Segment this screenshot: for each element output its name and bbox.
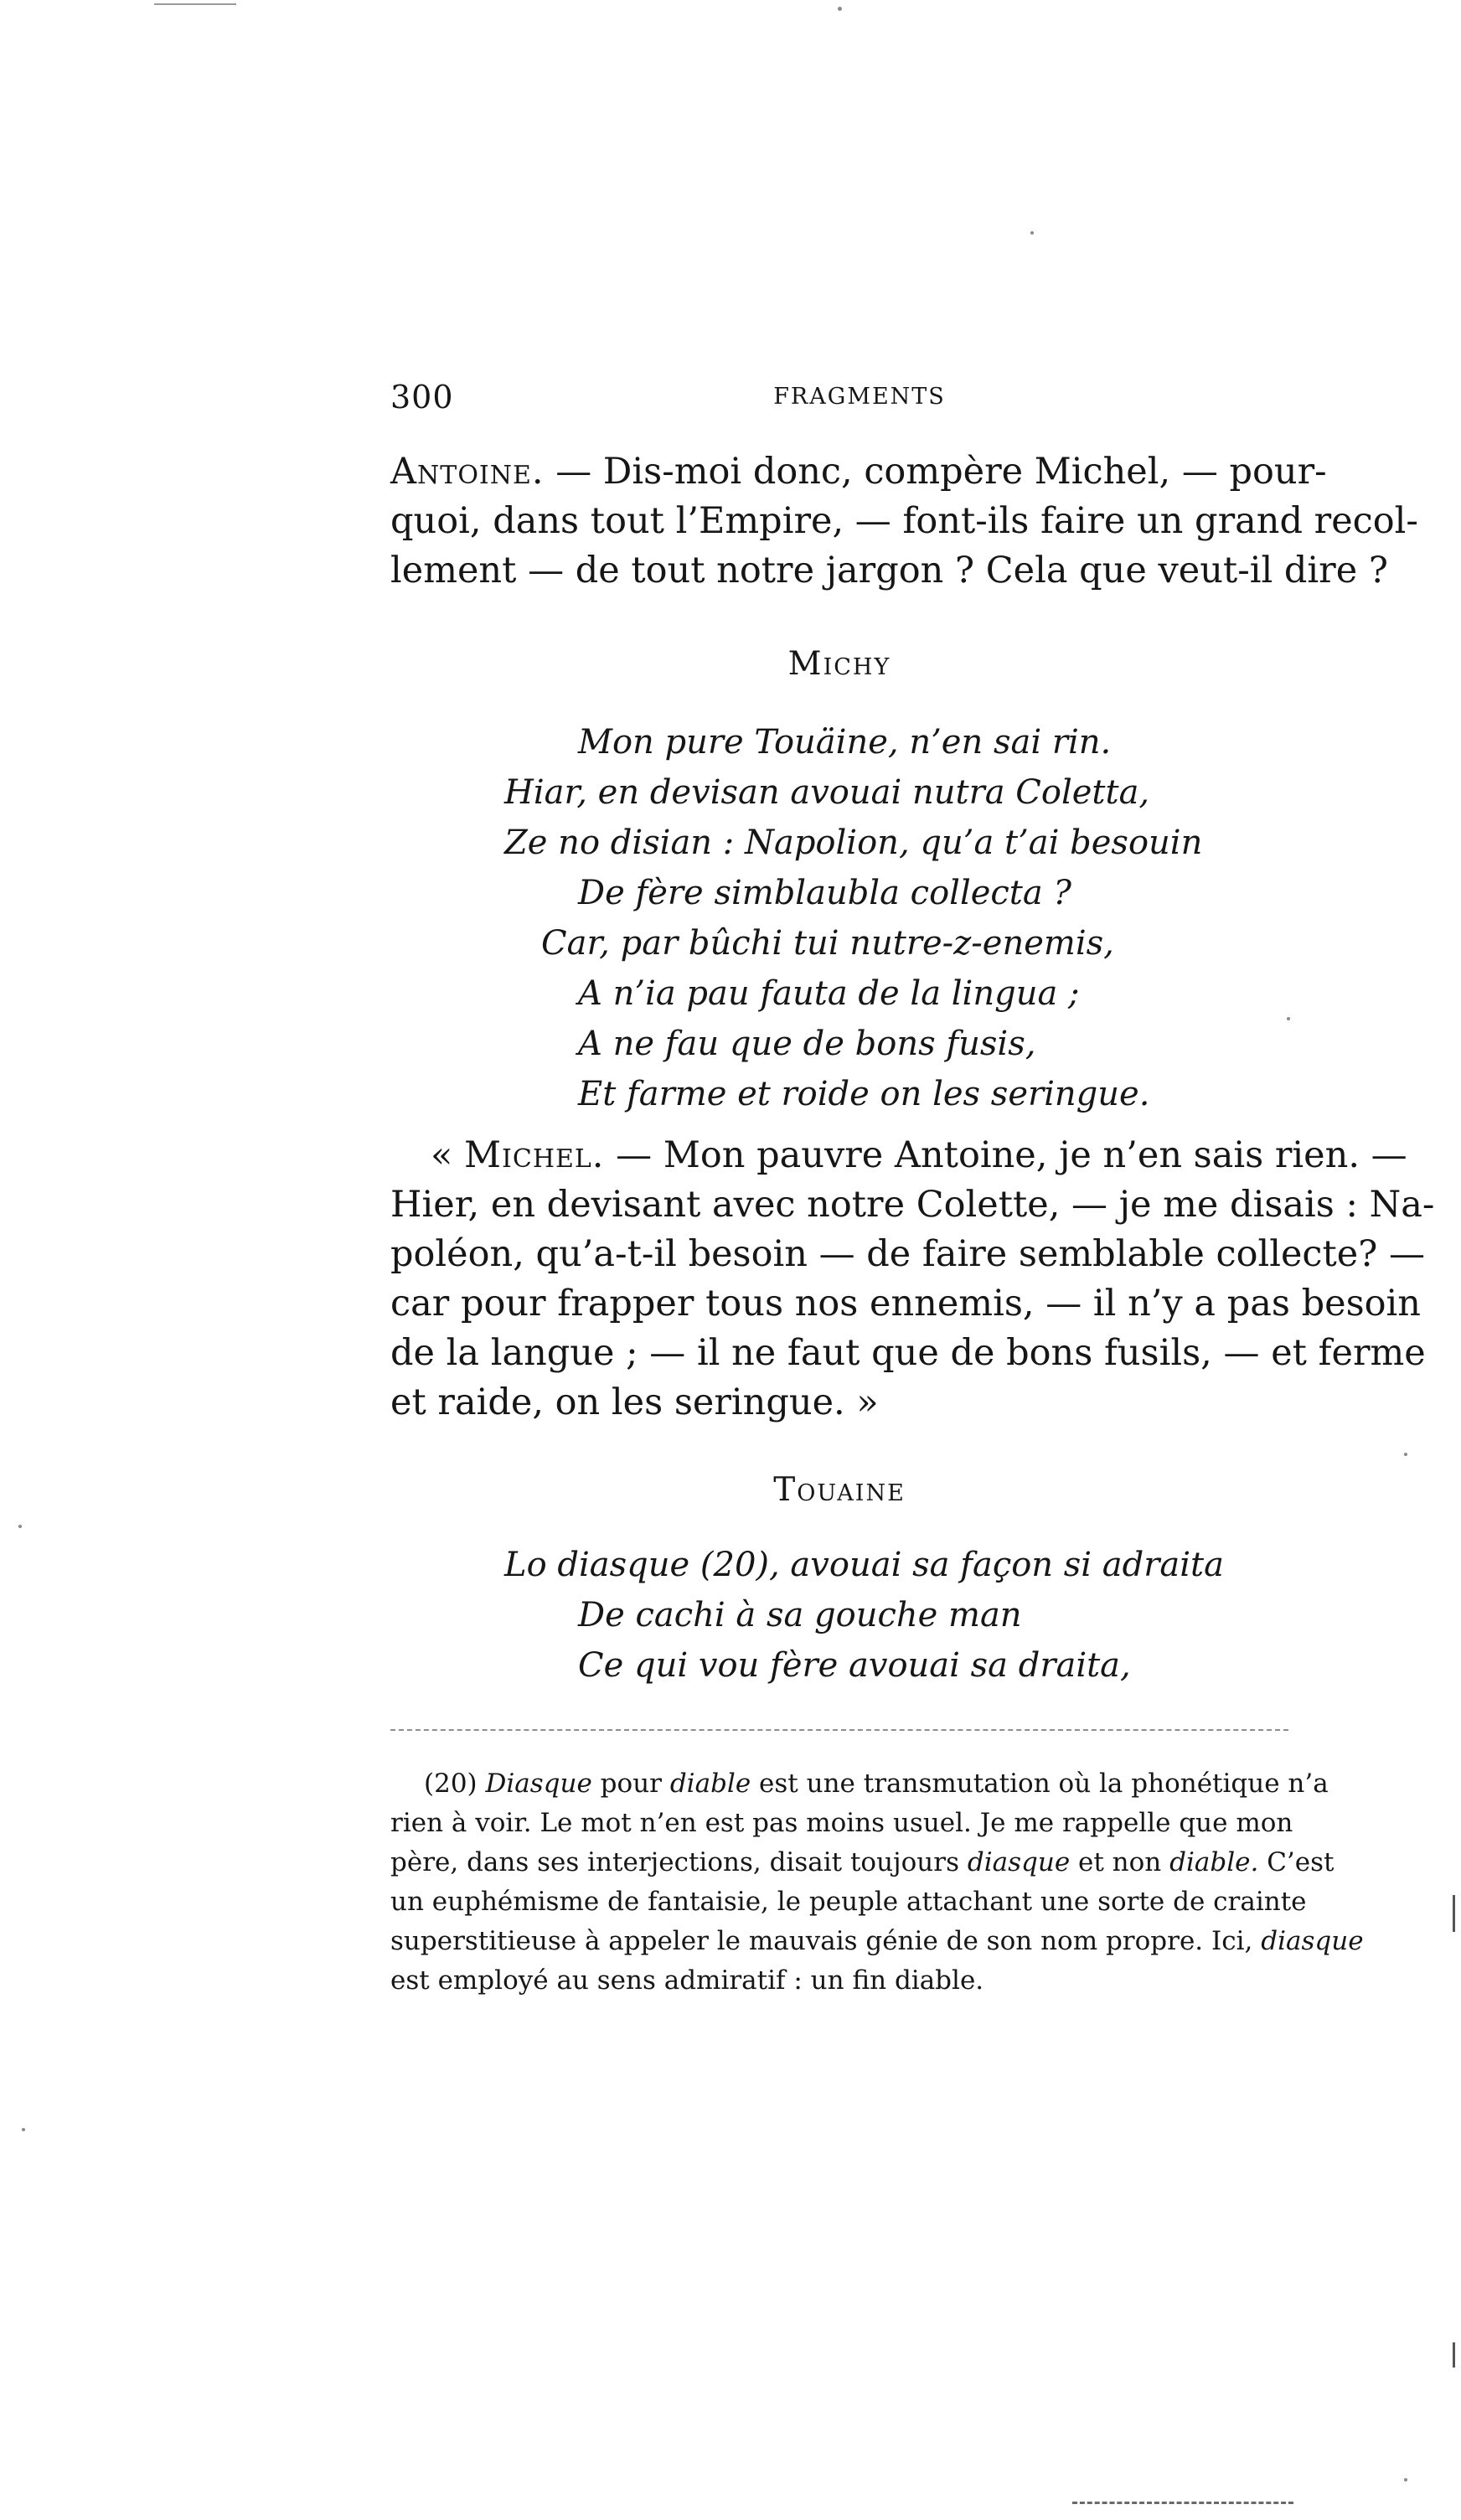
prose-line: de la langue ; — il ne faut que de bons fusils, — et ferme xyxy=(390,1332,1426,1374)
running-head xyxy=(390,379,1288,419)
scan-speck xyxy=(1287,1017,1290,1020)
page-number: 300 xyxy=(390,379,454,416)
footnote-line: (20) Diasque pour diable est une transmutation où la phonétique n’a xyxy=(424,1769,1329,1799)
scan-speck xyxy=(1404,2478,1407,2481)
speaker-inline-antoine: Antoine. xyxy=(390,451,545,493)
verse-line: Ze no disian : Napolion, qu’a t’ai besouin xyxy=(504,824,1203,862)
scan-speck xyxy=(22,2128,25,2131)
bottom-edge-dashes xyxy=(1072,2502,1293,2504)
footnote-line: un euphémisme de fantaisie, le peuple attachant une sorte de crainte xyxy=(390,1887,1307,1917)
scan-speck xyxy=(1404,1453,1407,1456)
prose-line: poléon, qu’a-t-il besoin — de faire semblable collecte? — xyxy=(390,1233,1425,1275)
prose-line: Hier, en devisant avec notre Colette, — je me disais : Na- xyxy=(390,1184,1435,1226)
verse-line: De cachi à sa gouche man xyxy=(578,1596,1022,1634)
prose-line: Antoine. — Dis-moi donc, compère Michel, — pour- xyxy=(390,451,1327,493)
verse-line: De fère simblaubla collecta ? xyxy=(578,874,1071,912)
footnote-separator xyxy=(390,1729,1288,1731)
footnote-line: est employé au sens admiratif : un fin diable. xyxy=(390,1965,984,1996)
dialogue-paragraph-michel xyxy=(390,1131,1435,1428)
footnote-marker: (20) xyxy=(424,1769,486,1799)
footnote-line: rien à voir. Le mot n’en est pas moins usuel. Je me rappelle que mon xyxy=(390,1808,1293,1838)
verse-line: Ce qui vou fère avouai sa draita, xyxy=(578,1646,1131,1685)
prose-line: « Michel. — Mon pauvre Antoine, je n’en sais rien. — xyxy=(431,1134,1407,1176)
speaker-heading-touaine: Touaine xyxy=(773,1471,906,1509)
prose-line: lement — de tout notre jargon ? Cela que veut-il dire ? xyxy=(390,550,1388,591)
verse-line: A n’ia pau fauta de la lingua ; xyxy=(578,974,1080,1013)
scan-speck xyxy=(838,7,842,11)
footnote xyxy=(390,1764,1364,2001)
footnote-line: père, dans ses interjections, disait toujours diasque et non diable. C’est xyxy=(390,1847,1335,1877)
verse-line: Mon pure Touäine, n’en sai rin. xyxy=(578,723,1112,762)
prose-line: car pour frapper tous nos ennemis, — il n’y a pas besoin xyxy=(390,1283,1421,1325)
prose-line: quoi, dans tout l’Empire, — font-ils faire un grand recol- xyxy=(390,500,1418,542)
speaker-inline-michel: Michel. xyxy=(463,1134,605,1176)
verse-line: Lo diasque (20), avouai sa façon si adraita xyxy=(504,1546,1224,1584)
scan-speck xyxy=(1030,231,1034,235)
prose-line: et raide, on les seringue. » xyxy=(390,1381,879,1423)
speaker-heading-michy: Michy xyxy=(787,645,891,683)
verse-line: Hiar, en devisan avouai nutra Coletta, xyxy=(504,773,1150,812)
footnote-line: superstitieuse à appeler le mauvais génie de son nom propre. Ici, diasque xyxy=(390,1926,1364,1956)
verse-line: Et farme et roide on les seringue. xyxy=(578,1075,1150,1113)
verse-line: A ne fau que de bons fusis, xyxy=(578,1025,1036,1063)
edge-mark xyxy=(1453,2342,1455,2368)
scan-speck xyxy=(18,1525,22,1528)
edge-mark xyxy=(1453,1895,1455,1932)
running-title: FRAGMENTS xyxy=(773,384,946,410)
dialogue-paragraph-antoine xyxy=(390,447,1418,596)
top-edge-rule xyxy=(154,3,236,5)
verse-line: Car, par bûchi tui nutre-z-enemis, xyxy=(541,924,1114,963)
